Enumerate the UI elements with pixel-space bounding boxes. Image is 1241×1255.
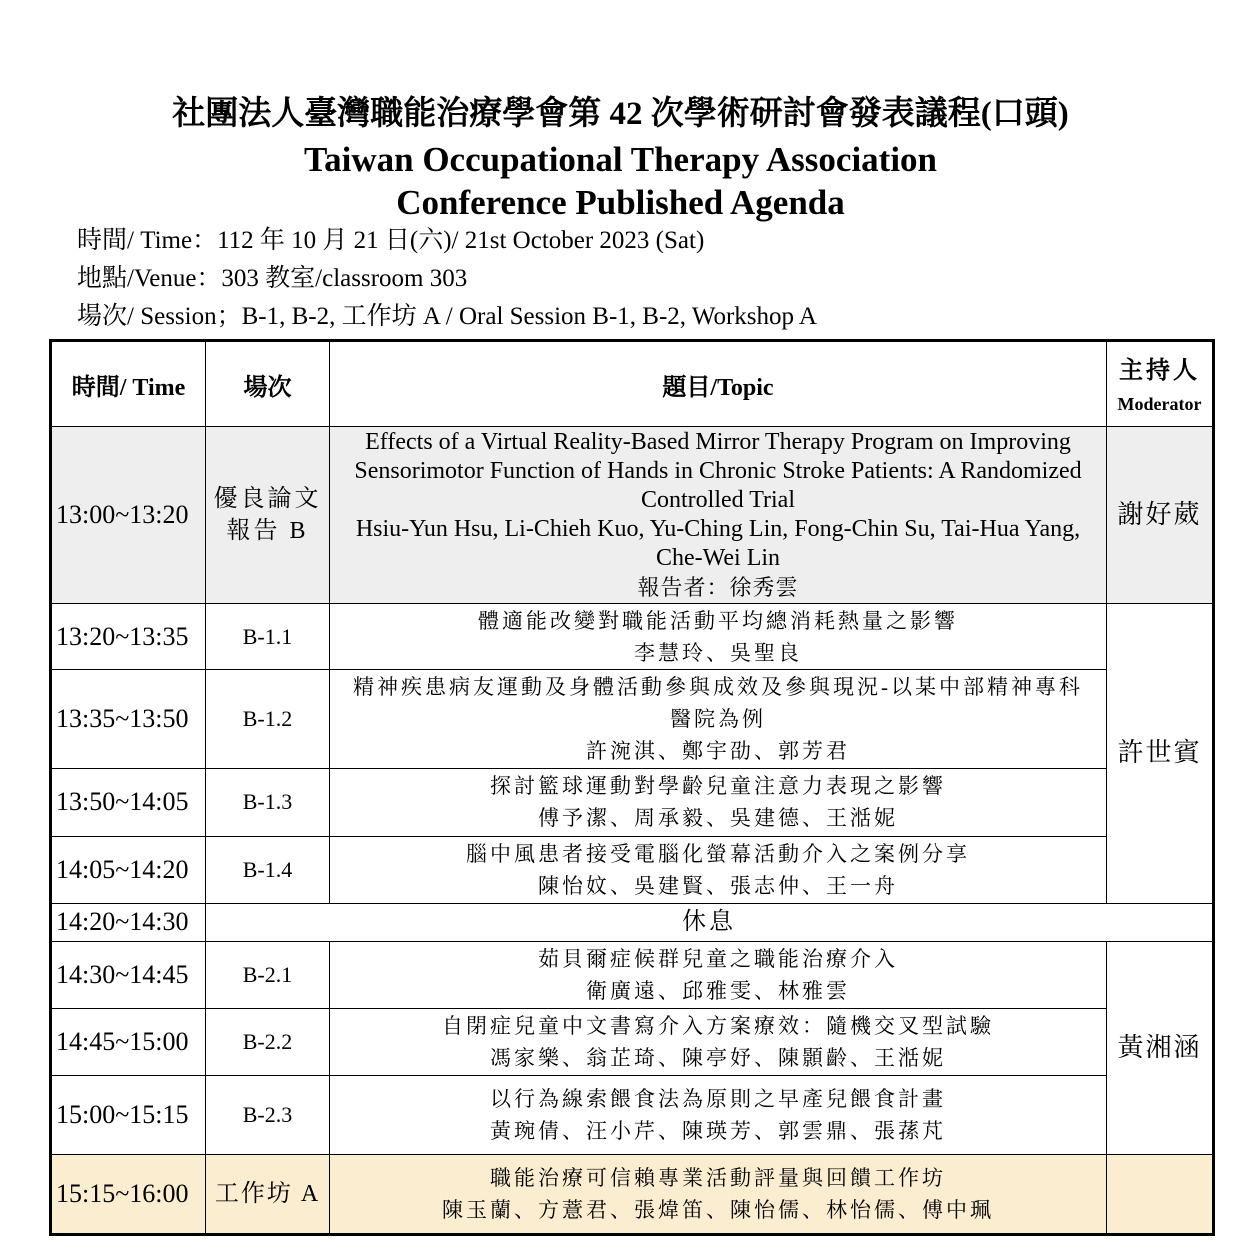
topic-title: 自閉症兒童中文書寫介入方案療效：隨機交叉型試驗 bbox=[442, 1013, 994, 1038]
break-cell: 休息 bbox=[206, 903, 1214, 941]
topic-line1: Effects of a Virtual Reality-Based Mirror Therapy Program on Improving bbox=[365, 428, 1071, 455]
topic-authors: 李慧玲、吳聖良 bbox=[634, 640, 802, 665]
topic-cell bbox=[330, 670, 1107, 769]
time-cell: 13:00~13:20 bbox=[51, 427, 206, 604]
info-session: 場次/ Session；B-1, B-2, 工作坊 A / Oral Session B-1, B-2, Workshop A bbox=[77, 303, 817, 330]
topic-authors: 陳玉蘭、方薏君、張煒笛、陳怡儒、林怡儒、傅中珮 bbox=[442, 1197, 994, 1222]
table-row-b11 bbox=[51, 604, 1214, 670]
session-code: B-1.1 bbox=[206, 604, 330, 670]
topic-title: 職能治療可信賴專業活動評量與回饋工作坊 bbox=[490, 1165, 946, 1190]
topic-title: 以行為線索餵食法為原則之早產兒餵食計畫 bbox=[490, 1086, 946, 1111]
header-moderator bbox=[1107, 341, 1214, 427]
topic-authors: 傅予潔、周承毅、吳建德、王湉妮 bbox=[538, 806, 898, 831]
header-time: 時間/ Time bbox=[51, 341, 206, 427]
session-code: B-1.3 bbox=[206, 769, 330, 836]
header-moderator-zh: 主持人 bbox=[1119, 358, 1200, 385]
topic-cell bbox=[330, 769, 1107, 836]
time-cell: 13:20~13:35 bbox=[51, 604, 206, 670]
topic-line3: Controlled Trial bbox=[640, 486, 796, 513]
table-row-b12 bbox=[51, 670, 1214, 769]
header-topic: 題目/Topic bbox=[330, 341, 1107, 427]
table-row-b13 bbox=[51, 769, 1214, 836]
table-row-b23 bbox=[51, 1075, 1214, 1154]
topic-authors: 陳怡妏、吳建賢、張志仲、王一舟 bbox=[538, 873, 898, 898]
header-moderator-en: Moderator bbox=[1117, 394, 1202, 415]
topic-cell bbox=[330, 1075, 1107, 1154]
header-session: 場次 bbox=[206, 341, 330, 427]
topic-cell bbox=[330, 427, 1107, 604]
topic-title: 茹貝爾症候群兒童之職能治療介入 bbox=[538, 946, 898, 971]
reporter: 報告者：徐秀雲 bbox=[637, 574, 799, 600]
topic-title-line2: 醫院為例 bbox=[670, 707, 766, 732]
topic-title: 探討籃球運動對學齡兒童注意力表現之影響 bbox=[490, 774, 946, 799]
table-row-workshop bbox=[51, 1154, 1214, 1234]
topic-authors: 馮家樂、翁芷琦、陳亭妤、陳顥齡、王湉妮 bbox=[490, 1045, 946, 1070]
time-cell: 14:45~15:00 bbox=[51, 1008, 206, 1075]
time-cell: 15:15~16:00 bbox=[51, 1154, 206, 1234]
topic-cell bbox=[330, 836, 1107, 903]
session-code: B-2.2 bbox=[206, 1008, 330, 1075]
authors-line2: Che-Wei Lin bbox=[655, 544, 781, 571]
session-cell bbox=[206, 427, 330, 604]
topic-authors: 許涴淇、鄭宇劭、郭芳君 bbox=[586, 739, 850, 764]
page-title-en-line2: Conference Published Agenda bbox=[396, 183, 845, 222]
table-row-b21 bbox=[51, 941, 1214, 1008]
time-cell: 13:35~13:50 bbox=[51, 670, 206, 769]
topic-title: 腦中風患者接受電腦化螢幕活動介入之案例分享 bbox=[466, 841, 970, 866]
topic-cell bbox=[330, 1008, 1107, 1075]
topic-title: 體適能改變對職能活動平均總消耗熱量之影響 bbox=[478, 608, 958, 633]
table-row-b22 bbox=[51, 1008, 1214, 1075]
topic-authors: 衛廣遠、邱雅雯、林雅雲 bbox=[586, 978, 850, 1003]
session-code: B-1.4 bbox=[206, 836, 330, 903]
session-code: B-2.3 bbox=[206, 1075, 330, 1154]
info-venue: 地點/Venue：303 教室/classroom 303 bbox=[77, 265, 468, 292]
page-title-zh: 社團法人臺灣職能治療學會第 42 次學術研討會發表議程(口頭) bbox=[172, 96, 1069, 132]
topic-authors: 黃琬倩、汪小芹、陳瑛芳、郭雲鼎、張蓀芃 bbox=[490, 1118, 946, 1143]
session-line2: 報告 B bbox=[226, 518, 309, 545]
time-cell: 14:05~14:20 bbox=[51, 836, 206, 903]
agenda-table bbox=[49, 339, 1215, 1236]
moderator-cell-b1: 許世賓 bbox=[1107, 604, 1214, 903]
topic-line2: Sensorimotor Function of Hands in Chronic Stroke Patients: A Randomized bbox=[354, 457, 1082, 484]
topic-cell bbox=[330, 1154, 1107, 1234]
info-time: 時間/ Time：112 年 10 月 21 日(六)/ 21st October 2023 (Sat) bbox=[77, 227, 705, 254]
page-title-en-line1: Taiwan Occupational Therapy Association bbox=[303, 140, 938, 179]
moderator-cell-b2: 黃湘涵 bbox=[1107, 941, 1214, 1154]
session-line1: 優良論文 bbox=[213, 486, 322, 513]
header-row bbox=[51, 341, 1214, 427]
topic-title-line1: 精神疾患病友運動及身體活動參與成效及參與現況-以某中部精神專科 bbox=[353, 675, 1083, 700]
authors-line1: Hsiu-Yun Hsu, Li-Chieh Kuo, Yu-Ching Lin, Fong-Chin Su, Tai-Hua Yang, bbox=[355, 515, 1081, 542]
time-cell: 14:30~14:45 bbox=[51, 941, 206, 1008]
topic-cell bbox=[330, 941, 1107, 1008]
session-code: B-2.1 bbox=[206, 941, 330, 1008]
moderator-cell-workshop bbox=[1107, 1154, 1214, 1234]
table-row-award bbox=[51, 427, 1214, 604]
table-row-b14 bbox=[51, 836, 1214, 903]
session-code: 工作坊 A bbox=[206, 1154, 330, 1234]
time-cell: 14:20~14:30 bbox=[51, 903, 206, 941]
topic-cell bbox=[330, 604, 1107, 670]
session-code: B-1.2 bbox=[206, 670, 330, 769]
time-cell: 13:50~14:05 bbox=[51, 769, 206, 836]
table-row-break bbox=[51, 903, 1214, 941]
time-cell: 15:00~15:15 bbox=[51, 1075, 206, 1154]
moderator-cell: 謝好葳 bbox=[1107, 427, 1214, 604]
